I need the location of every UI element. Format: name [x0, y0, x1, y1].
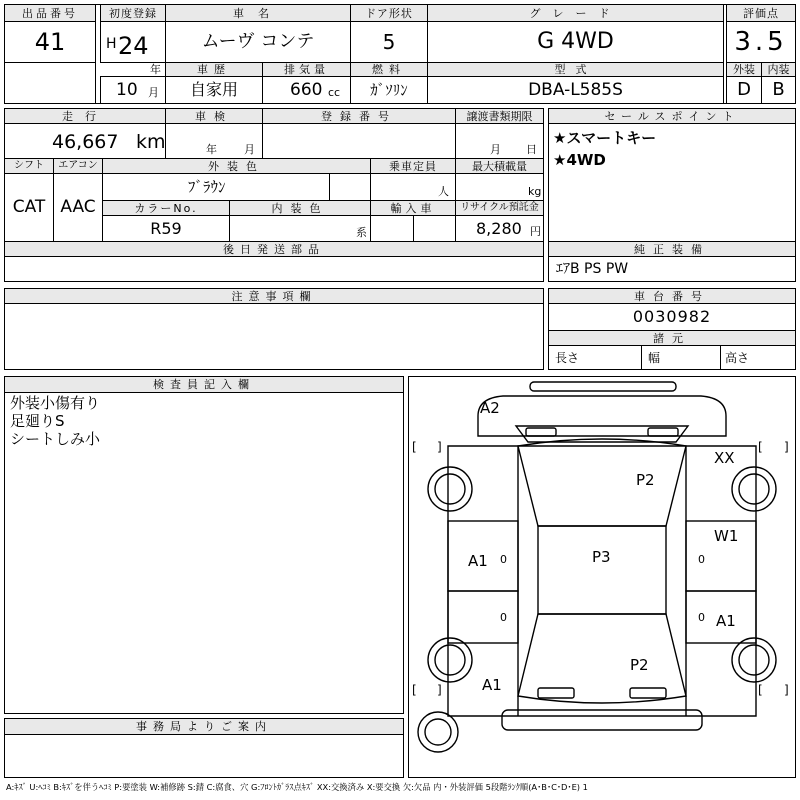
lot-label: 出品番号 [4, 4, 96, 22]
mileage-unit: km [136, 131, 166, 153]
chassis-value: 0030982 [548, 303, 796, 331]
sales-point-1: ★スマートキー [553, 129, 657, 147]
inspector-line-3: シートしみ小 [10, 430, 101, 448]
transfer-month-unit: 月 [490, 143, 501, 156]
left-rear-door [448, 591, 518, 643]
door-label: ドア形状 [350, 4, 428, 22]
model-value: DBA-L585S [427, 76, 724, 104]
chassis-label: 車台番号 [548, 288, 796, 304]
first-reg-year: 24 [118, 32, 149, 60]
mark-a2-front: A2 [480, 399, 500, 417]
sales-point-2: ★4WD [553, 151, 606, 169]
grille-2 [648, 428, 678, 436]
import-cell-a [370, 215, 414, 242]
import-cell-b [413, 215, 456, 242]
spare-wheel [418, 712, 458, 752]
inspection-year-unit: 年 [206, 143, 217, 156]
mark-xx-right-front: XX [714, 449, 735, 467]
load-unit: kg [528, 185, 542, 198]
capacity-label: 乗車定員 [370, 158, 456, 174]
car-name: ムーヴ コンテ [165, 21, 351, 63]
roof-center [518, 439, 686, 526]
exterior-color-extra [329, 173, 371, 201]
height-label: 高さ [725, 350, 750, 365]
grade-label: グレード [427, 4, 724, 22]
recycle-label: リサイクル預託金 [455, 200, 544, 216]
import-label: 輸入車 [370, 200, 456, 216]
caution-label: 注意事項欄 [4, 288, 544, 304]
interior-color-unit: 系 [356, 226, 367, 239]
displacement-value: 660 [290, 80, 323, 100]
exterior-color-value: ﾌﾞﾗｳﾝ [188, 178, 226, 196]
zero-left-front: 0 [500, 553, 507, 566]
legend-text: A:ｷｽﾞ U:ﾍｺﾐ B:ｷｽﾞを伴うﾍｺﾐ P:要塗装 W:補修跡 S:錆 C:腐食、穴 G:ﾌﾛﾝﾄｶﾞﾗｽ点ｷｽﾞ XX:交換済み X:要交換 欠:欠品 内・外装評価 5段階ﾗﾝｸ順(A･B･C･D･E) 1 [6, 782, 588, 792]
office-label: 事務局よりご案内 [4, 718, 404, 735]
bracket-rl-open: [ [412, 683, 417, 697]
door-value: 5 [350, 21, 428, 63]
height-cell [720, 345, 796, 370]
wheel-front-right-inner [739, 474, 769, 504]
bracket-fr-close: ] [784, 440, 789, 454]
inspector-label: 検査員記入欄 [4, 376, 404, 393]
fuel-label: 燃料 [350, 62, 428, 77]
rear-bumper-strip [502, 710, 702, 730]
capacity-unit: 人 [438, 185, 449, 198]
spec-label: 諸元 [548, 330, 796, 346]
mark-a1-left-door: A1 [468, 552, 488, 570]
score-label: 評価点 [726, 4, 796, 22]
reg-no-label: 登録番号 [262, 108, 456, 124]
wheel-rear-right-inner [739, 645, 769, 675]
hood-outline [478, 396, 726, 436]
wheel-front-left-inner [435, 474, 465, 504]
bracket-rr-close: ] [784, 683, 789, 697]
int-label: 内装 [761, 62, 796, 77]
mileage-label: 走行 [4, 108, 166, 124]
first-reg-month: 10 [116, 80, 138, 100]
mark-w1-right-door: W1 [714, 527, 739, 545]
zero-right-front: 0 [698, 553, 705, 566]
bracket-rr-open: [ [758, 683, 763, 697]
front-bumper-strip [530, 382, 676, 391]
transfer-label: 譲渡書類期限 [455, 108, 544, 124]
interior-color-cell [229, 215, 371, 242]
history-label: 車歴 [165, 62, 263, 77]
color-no-value: R59 [102, 215, 230, 242]
grade-value: G 4WD [427, 21, 724, 63]
shift-value: CAT [4, 173, 54, 242]
inspector-line-2: 足廻りS [10, 412, 65, 430]
bracket-rl-close: ] [437, 683, 442, 697]
shift-label: シフト [4, 158, 54, 174]
color-no-label: カラーNo. [102, 200, 230, 216]
mark-p3-roof: P3 [592, 548, 611, 566]
history-value: 自家用 [165, 76, 263, 104]
length-label: 長さ [555, 350, 580, 365]
first-reg-label: 初度登録 [100, 4, 166, 22]
width-label: 幅 [648, 350, 661, 365]
equipment-label: 純正装備 [548, 241, 796, 257]
mark-p2-hood: P2 [636, 471, 655, 489]
mark-p2-rear: P2 [630, 656, 649, 674]
ac-value: AAC [53, 173, 103, 242]
width-cell [641, 345, 721, 370]
sales-label: セールスポイント [548, 108, 796, 124]
grille-1 [526, 428, 556, 436]
reg-no-cell [262, 123, 456, 159]
era: H [106, 36, 117, 52]
displacement-unit: cc [328, 86, 341, 99]
ac-label: エアコン [53, 158, 103, 174]
ext-label: 外装 [726, 62, 762, 77]
bracket-fl-open: [ [412, 440, 417, 454]
int-value: B [761, 76, 796, 104]
recycle-value: 8,280 [476, 219, 522, 238]
exterior-color-label: 外装色 [102, 158, 371, 174]
car-diagram [408, 376, 796, 778]
mark-a1-left-rear: A1 [482, 676, 502, 694]
car-name-label: 車名 [165, 4, 351, 22]
bracket-fl-close: ] [437, 440, 442, 454]
month-unit: 月 [148, 86, 159, 99]
transfer-day-unit: 日 [526, 143, 537, 156]
inspector-line-1: 外装小傷有り [10, 394, 101, 412]
inspection-label: 車検 [165, 108, 263, 124]
interior-color-label: 内装色 [229, 200, 371, 216]
inspection-month-unit: 月 [244, 143, 255, 156]
spare-wheel-inner [425, 719, 451, 745]
year-unit: 年 [150, 63, 161, 76]
cabin-center [538, 526, 666, 614]
load-label: 最大積載量 [455, 158, 544, 174]
lot-blank [4, 62, 96, 104]
mileage-value: 46,667 [52, 131, 119, 153]
rear-lamp-right [630, 688, 666, 698]
model-label: 型式 [427, 62, 724, 77]
length-cell [548, 345, 642, 370]
fuel-value: ｶﾞｿﾘﾝ [350, 76, 428, 104]
displacement-label: 排気量 [262, 62, 351, 77]
ext-value: D [726, 76, 762, 104]
recycle-unit: 円 [530, 225, 541, 238]
mark-a1-right-rear: A1 [716, 612, 736, 630]
zero-right-rear: 0 [698, 611, 705, 624]
lot-value: 41 [4, 21, 96, 63]
later-parts-label: 後日発送部品 [4, 241, 544, 257]
bracket-fr-open: [ [758, 440, 763, 454]
wheel-rear-left-inner [435, 645, 465, 675]
zero-left-rear: 0 [500, 611, 507, 624]
rear-window [518, 614, 686, 703]
equipment-value: ｴｱB PS PW [556, 261, 629, 277]
rear-lamp-left [538, 688, 574, 698]
score-value: 3.5 [726, 21, 796, 63]
